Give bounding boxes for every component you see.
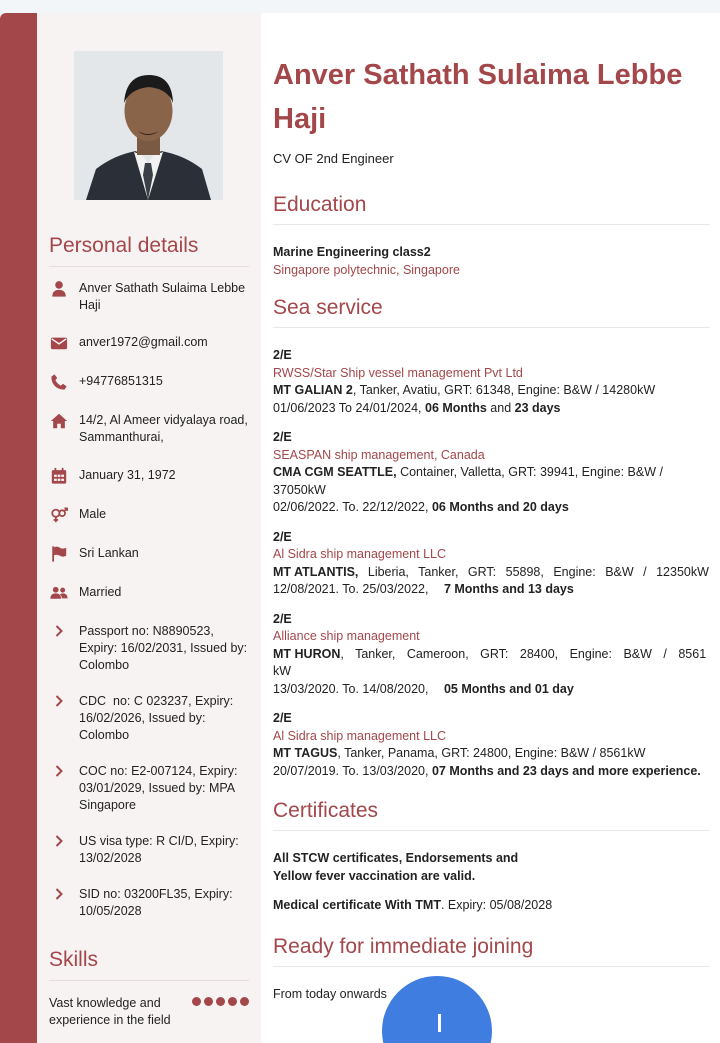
vessel-line: [273, 646, 710, 681]
service-period: [273, 400, 710, 418]
vessel-name: MT ATLANTIS,: [273, 564, 359, 579]
personal-item-nationality: [49, 545, 249, 563]
service-dates: 02/06/2022. To. 22/12/2022,: [273, 500, 432, 514]
cv-subtitle: CV OF 2nd Engineer: [273, 151, 394, 166]
plus-icon: [438, 1014, 441, 1032]
gender-icon: [49, 506, 69, 524]
service-dates: 13/03/2020. To. 14/08/2020,: [273, 681, 432, 696]
people-icon: [49, 584, 69, 602]
service-period: [273, 581, 710, 599]
personal-item-name: [49, 280, 249, 314]
sidebar: [37, 13, 261, 1043]
education-degree: Marine Engineering class2: [273, 245, 431, 259]
rank: 2/E: [273, 611, 292, 626]
personal-item-us-visa: [49, 833, 249, 867]
personal-item-text: CDC no: C 023237, Expiry: 16/02/2026, Issued by: Colombo: [79, 694, 237, 742]
vessel-details: , Tanker, Avatiu, GRT: 61348, Engine: B&W / 14280kW: [352, 383, 656, 397]
vessel-details: Container, Valletta, GRT: 39941, Engine: B&W / 37050kW: [273, 465, 663, 497]
personal-item-text: Passport no: N8890523, Expiry: 16/02/2031, Issued by: Colombo: [79, 624, 248, 672]
personal-item-birthdate: [49, 467, 249, 485]
chevron-right-icon: [49, 693, 69, 707]
personal-item-text: 14/2, Al Ameer vidyalaya road, Sammanthurai,: [79, 413, 248, 444]
medical-certificate-expiry: . Expiry: 05/08/2028: [440, 898, 553, 912]
chevron-right-icon: [49, 886, 69, 900]
skill-dot: [216, 997, 225, 1006]
sea-service-entry: [273, 710, 710, 780]
personal-item-text: SID no: 03200FL35, Expiry: 10/05/2028: [79, 887, 233, 918]
sea-service-entry: [273, 529, 710, 599]
vessel-name: CMA CGM SEATTLE,: [273, 465, 397, 479]
sea-service-entry: [273, 611, 710, 699]
personal-item-sid: [49, 886, 249, 920]
personal-item-text: +94776851315: [79, 374, 163, 388]
personal-item-text: Male: [79, 507, 107, 521]
availability-text: From today onwards: [273, 986, 387, 1001]
service-duration-months: 06 Months: [425, 400, 487, 415]
company: RWSS/Star Ship vessel management Pvt Ltd: [273, 365, 523, 380]
service-period: [273, 499, 710, 517]
personal-item-text: January 31, 1972: [79, 468, 176, 482]
availability-heading: Ready for immediate joining: [273, 935, 710, 967]
vessel-details: , Tanker, Panama, GRT: 24800, Engine: B&W / 8561kW: [337, 746, 646, 760]
phone-icon: [49, 373, 69, 391]
skill-level-dots: [192, 997, 249, 1029]
company: Alliance ship management: [273, 629, 420, 643]
left-accent-stripe: [0, 13, 37, 1043]
service-period: [273, 763, 710, 781]
rank: 2/E: [273, 348, 292, 362]
sea-service-entry: [273, 347, 710, 417]
personal-details-heading: Personal details: [49, 234, 249, 267]
education-entry: [273, 244, 710, 279]
personal-item-text: COC no: E2-007124, Expiry: 03/01/2029, Issued by: MPA Singapore: [79, 764, 238, 812]
service-duration-days: 23 days: [514, 400, 561, 415]
flag-icon: [49, 545, 69, 563]
service-duration-joiner: and: [486, 400, 515, 415]
profile-photo: [74, 51, 223, 200]
education-heading: Education: [273, 193, 710, 225]
service-dates: 20/07/2019. To. 13/03/2020,: [273, 763, 432, 778]
personal-item-text: Sri Lankan: [79, 546, 139, 560]
skill-dot: [240, 997, 249, 1006]
service-dates: 01/06/2023 To 24/01/2024,: [273, 400, 425, 415]
vessel-details: Liberia, Tanker, GRT: 55898, Engine: B&W / 12350kW: [358, 564, 709, 579]
service-duration: 05 Months and 01 day: [443, 681, 574, 696]
envelope-icon: [49, 334, 69, 352]
rank: 2/E: [273, 529, 292, 544]
certificates-statement: [273, 850, 710, 885]
home-icon: [49, 412, 69, 430]
sea-service-heading: Sea service: [273, 296, 710, 328]
personal-item-cdc: [49, 693, 249, 744]
skill-item: [49, 995, 249, 1029]
cv-page: [0, 13, 720, 1043]
vessel-name: MT GALIAN 2: [273, 383, 353, 397]
company: Al Sidra ship management LLC: [273, 547, 447, 561]
candidate-name: Anver Sathath Sulaima Lebbe Haji: [273, 59, 683, 135]
personal-item-phone: [49, 373, 249, 391]
company: Al Sidra ship management LLC: [273, 728, 447, 743]
personal-item-marital-status: [49, 584, 249, 602]
medical-certificate-label: Medical certificate With TMT: [273, 898, 441, 912]
chevron-right-icon: [49, 623, 69, 637]
personal-item-text: Anver Sathath Sulaima Lebbe Haji: [79, 281, 246, 312]
calendar-icon: [49, 467, 69, 485]
service-duration: 06 Months and 20 days: [431, 500, 569, 514]
chevron-right-icon: [49, 763, 69, 777]
skill-dot: [204, 997, 213, 1006]
medical-certificate: [273, 897, 710, 915]
vessel-line: [273, 745, 710, 763]
education-school: Singapore polytechnic, Singapore: [273, 262, 460, 277]
personal-item-address: [49, 412, 249, 446]
person-icon: [49, 280, 69, 298]
personal-item-gender: [49, 506, 249, 524]
certificates-line: All STCW certificates, Endorsements and: [273, 851, 519, 865]
vessel-name: MT HURON: [273, 646, 341, 661]
personal-item-text: Married: [79, 585, 122, 599]
service-duration: 07 Months and 23 days and more experience.: [431, 763, 701, 778]
sea-service-entry: [273, 429, 710, 517]
vessel-name: MT TAGUS: [273, 746, 338, 760]
portrait-illustration: [74, 51, 223, 200]
rank: 2/E: [273, 430, 292, 444]
certificates-line: Yellow fever vaccination are valid.: [273, 868, 476, 883]
vessel-line: [273, 564, 710, 582]
skill-text: Vast knowledge and experience in the field: [49, 996, 171, 1027]
chevron-right-icon: [49, 833, 69, 847]
skill-dot: [228, 997, 237, 1006]
personal-details-list: [49, 280, 249, 920]
main-content: [261, 13, 720, 1043]
skills-heading: Skills: [49, 948, 249, 981]
company: SEASPAN ship management, Canada: [273, 447, 485, 462]
vessel-line: [273, 464, 710, 499]
service-duration: 7 Months and 13 days: [443, 582, 574, 596]
personal-item-text: anver1972@gmail.com: [79, 335, 208, 349]
personal-item-text: US visa type: R CI/D, Expiry: 13/02/2028: [79, 834, 239, 865]
certificates-heading: Certificates: [273, 799, 710, 831]
personal-item-coc: [49, 763, 249, 814]
service-dates: 12/08/2021. To. 25/03/2022,: [273, 582, 432, 596]
personal-item-passport: [49, 623, 249, 674]
service-period: [273, 681, 710, 699]
personal-item-email: [49, 334, 249, 352]
skill-dot: [192, 997, 201, 1006]
rank: 2/E: [273, 711, 292, 725]
vessel-line: [273, 382, 710, 400]
vessel-details: , Tanker, Cameroon, GRT: 28400, Engine: B&W / 8561 kW: [273, 646, 707, 678]
